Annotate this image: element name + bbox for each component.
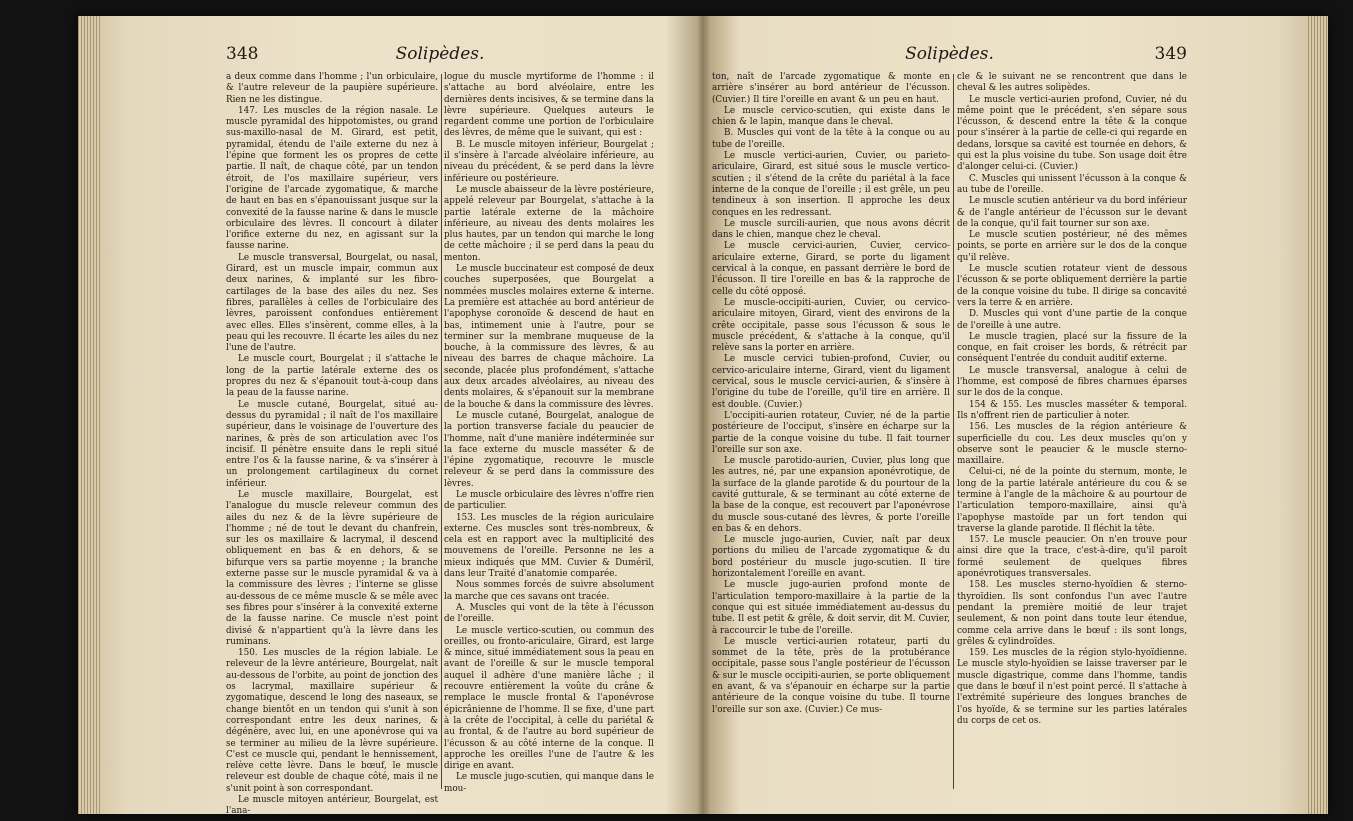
- paragraph: Le muscle mitoyen antérieur, Bourgelat, est l'ana-: [226, 795, 438, 817]
- text-column-2: [957, 72, 1187, 807]
- paragraph: 156. Les muscles de la région antérieure & superficielle du cou. Les deux muscles qu'on y observe sont le peaucier & le muscle sterno-maxillaire.: [957, 422, 1187, 467]
- paragraph: 150. Les muscles de la région labiale. Le releveur de la lèvre antérieure, Bourgelat, naît au-dessous de l'orbite, au point de jonction des os lacrymal, maxillaire supérieur & zygomatique, descend le long des naseaux, se change bientôt en un tendon qui s'unit à son correspondant entre les deux narines, & dégénère, avec lui, en une aponévrose qui va se terminer au milieu de la lèvre supérieure. C'est ce muscle qui, pendant le hennissement, relève cette lèvre. Dans le bœuf, le muscle releveur est double de chaque côté, mais il ne s'unit point à son correspondant.: [226, 648, 438, 794]
- paragraph: Le muscle vertici-aurien rotateur, parti du sommet de la tête, près de la protubérance occipitale, passe sous l'angle postérieur de l'écusson & sur le muscle occipiti-aurien, se porte obliquement en avant, & va s'épanouir en écharpe sur la partie antérieure de la conque voisine du tube. Il tourne l'oreille sur son axe. (Cuvier.) Ce mus-: [712, 636, 951, 715]
- text-column-1: [712, 72, 950, 807]
- paragraph: Le muscle cervici-aurien, Cuvier, cervico-ariculaire externe, Girard, se porte du ligament cervical à la conque, en passant derrière le bord de l'écusson. Il tire l'oreille en bas & la rapproche de celle du côté opposé.: [712, 241, 950, 297]
- paragraph: Le muscle court, Bourgelat ; il s'attache le long de la partie latérale externe des os propres du nez & s'épanouit tout-à-coup dans la peau de la fausse narine.: [226, 354, 438, 399]
- paragraph: Le muscle transversal, analogue à celui de l'homme, est composé de fibres charnues éparses sur le dos de la conque.: [957, 365, 1187, 399]
- paragraph: Le muscle cervico-scutien, qui existe dans le chien & le lapin, manque dans le cheval.: [712, 105, 950, 128]
- paragraph: Celui-ci, né de la pointe du sternum, monte, le long de la partie latérale antérieure du cou & se termine à l'angle de la mâchoire & au pourtour de l'articulation temporo-maxillaire, ainsi qu'à l'apophyse mastoïde par un fort tendon qui traverse la glande parotide. Il fléchit la tête.: [957, 467, 1187, 534]
- paragraph: Le muscle-occipiti-aurien, Cuvier, ou cervico-ariculaire mitoyen, Girard, vient des environs de la crête occipitale, passe sous l'écusson & sous le muscle précédent, & s'attache à la conque, qu'il relève sans la porter en arrière.: [712, 297, 950, 354]
- paragraph: 159. Les muscles de la région stylo-hyoïdienne. Le muscle stylo-hyoïdien se laisse traverser par le muscle digastrique, comme dans l'homme, tandis que dans le bœuf il n'est point percé. Il s'attache à l'extrémité supérieure des longues branches de l'os hyoïde, & se termine sur les parties latérales du corps de cet os.: [957, 648, 1187, 726]
- paragraph: a deux comme dans l'homme ; l'un orbiculaire, & l'autre releveur de la paupière supérieure. Rien ne les distingue.: [226, 72, 438, 105]
- left-page: [78, 16, 678, 817]
- paragraph: Le muscle scutien postérieur, né des mêmes points, se porte en arrière sur le dos de la conque qu'il relève.: [957, 230, 1187, 263]
- paragraph: cle & le suivant ne se rencontrent que dans le cheval & les autres solipèdes.: [957, 72, 1187, 94]
- paragraph: D. Muscles qui vont d'une partie de la conque de l'oreille à une autre.: [957, 309, 1187, 331]
- paragraph: 158. Les muscles sterno-hyoïdien & sterno-thyroïdien. Ils sont confondus l'un avec l'autre pendant la première moitié de leur trajet seulement, & non point dans toute leur étendue, comme cela arrive dans le bœuf : ils sont longs, grêles & cylindroïdes.: [957, 580, 1187, 647]
- paragraph: B. Muscles qui vont de la tête à la conque ou au tube de l'oreille.: [712, 128, 950, 150]
- column-divider: [441, 74, 442, 789]
- paragraph: Le muscle maxillaire, Bourgelat, est l'analogue du muscle releveur commun des ailes du nez & de la lèvre supérieure de l'homme ; né de tout le devant du chanfrein, sur les os maxillaire & lacrymal, il descend obliquement en bas & en dehors, & se bifurque vers sa partie moyenne ; la branche externe passe sur le muscle pyramidal & va à la commissure des lèvres ; l'interne se glisse au-dessous de ce même muscle & se mêle avec ses fibres pour s'insérer à la convexité externe de la fausse narine. Ce muscle n'est point divisé & n'appartient qu'à la lèvre dans les ruminans.: [226, 489, 438, 647]
- paragraph: Le muscle jugo-aurien, Cuvier, naît par deux portions du milieu de l'arcade zygomatique & du bord postérieur du muscle jugo-scutien. Il tire horizontalement l'oreille en avant.: [712, 535, 950, 580]
- page-header: [226, 44, 654, 68]
- book-spread: [78, 16, 1328, 817]
- paragraph: Le muscle cutané, Bourgelat, situé au-dessus du pyramidal ; il naît de l'os maxillaire supérieur, dans le voisinage de l'ouverture des narines, & près de son articulation avec l'os incisif. Il pénètre ensuite dans le repli situé entre l'os & la fausse narine, & va s'insérer à un prolongement cartilagineux du cornet inférieur.: [226, 399, 438, 489]
- paragraph: Le muscle tragien, placé sur la fissure de la conque, en fait croiser les bords, & rétrécit par conséquent l'entrée du conduit auditif externe.: [957, 331, 1187, 365]
- paragraph: 154 & 155. Les muscles masséter & temporal. Ils n'offrent rien de particulier à noter.: [957, 399, 1187, 421]
- paragraph: Le muscle abaisseur de la lèvre postérieure, appelé releveur par Bourgelat, s'attache à la partie latérale externe de la mâchoire inférieure, au niveau des dents molaires les plus hautes, par un tendon qui marche le long de cette mâchoire ; il se perd dans la peau du menton.: [444, 184, 654, 263]
- paragraph: L'occipiti-aurien rotateur, Cuvier, né de la partie postérieure de l'occiput, s'insère en écharpe sur la partie de la conque voisine du tube. Il fait tourner l'oreille sur son axe.: [712, 410, 950, 455]
- paragraph: logue du muscle myrtiforme de l'homme : il s'attache au bord alvéolaire, entre les dernières dents incisives, & se termine dans la lèvre supérieure. Quelques auteurs le regardent comme une portion de l'orbiculaire des lèvres, de même que le suivant, qui est :: [444, 72, 654, 139]
- text-column-2: [444, 72, 654, 807]
- paragraph: Le muscle jugo-aurien profond monte de l'articulation temporo-maxillaire à la partie de la conque qui est située immédiatement au-dessus du tube. Il est petit & grêle, & doit servir, dit M. Cuvier, à raccourcir le tube de l'oreille.: [712, 580, 950, 636]
- paragraph: Le muscle surcili-aurien, que nous avons décrit dans le chien, manque chez le cheval.: [712, 218, 950, 241]
- column-divider: [953, 74, 954, 789]
- paragraph: Le muscle cutané, Bourgelat, analogue de la portion transverse faciale du peaucier de l'homme, naît d'une manière indéterminée sur la face externe du muscle masséter & de l'épine zygomatique, recouvre le muscle releveur & se perd dans la commissure des lèvres.: [444, 410, 654, 489]
- paragraph: A. Muscles qui vont de la tête à l'écusson de l'oreille.: [444, 602, 654, 625]
- paragraph: Le muscle cervici tubien-profond, Cuvier, ou cervico-ariculaire interne, Girard, vient du ligament cervical, sous le muscle cervici-aurien, & s'insère à l'origine du tube de l'oreille, qu'il tire en arrière. Il est double. (Cuvier.): [712, 354, 950, 410]
- paragraph: Le muscle buccinateur est composé de deux couches superposées, que Bourgelat a nommées muscles molaires externe & interne. La première est attachée au bord antérieur de l'apophyse coronoïde & descend de haut en bas, intimement unie à l'autre, pour se terminer sur la membrane muqueuse de la bouche, à la commissure des lèvres, & au niveau des barres de chaque mâchoire. La seconde, placée plus profondément, s'attache aux deux arcades alvéolaires, au niveau des dents molaires, & s'épanouit sur la membrane de la bouche & dans la commissure des lèvres.: [444, 264, 654, 410]
- page-edges-right: [1306, 16, 1328, 814]
- running-title: Solipèdes.: [905, 44, 994, 64]
- paragraph: Le muscle transversal, Bourgelat, ou nasal, Girard, est un muscle impair, commun aux deux narines, & implanté sur les fibro-cartilages de la base des ailes du nez. Ses fibres, parallèles à celles de l'orbiculaire des lèvres, paroissent confondues entièrement avec elles. Elles s'insèrent, comme elles, à la peau qui les recouvre. Il écarte les ailes du nez l'une de l'autre.: [226, 252, 438, 354]
- paragraph: Le muscle scutien rotateur vient de dessous l'écusson & se porte obliquement derrière la partie de la conque voisine du tube. Il dirige sa concavité vers la terre & en arrière.: [957, 264, 1187, 308]
- paragraph: Le muscle scutien antérieur va du bord inférieur & de l'angle antérieur de l'écusson sur le devant de la conque, qu'il fait tourner sur son axe.: [957, 196, 1187, 229]
- paragraph: Le muscle vertici-aurien, Cuvier, ou parieto-ariculaire, Girard, est situé sous le muscle vertico-scutien ; il s'étend de la crête du pariétal à la face interne de la conque de l'oreille ; il est grêle, un peu tendineux à son insertion. Il approche les deux conques en les redressant.: [712, 151, 950, 218]
- paragraph: 147. Les muscles de la région nasale. Le muscle pyramidal des hippotomistes, ou grand sus-maxillo-nasal de M. Girard, est petit, pyramidal, étendu de l'aile externe du nez à l'épine que forment les os propres de cette partie. Il naît, de chaque côté, par un tendon étroit, de l'os maxillaire supérieur, vers l'origine de l'arcade zygomatique, & marche de haut en bas en s'épanouissant jusque sur la convexité de la fausse narine & dans le muscle orbiculaire des lèvres. Il concourt à dilater l'orifice externe du nez, en agissant sur la fausse narine.: [226, 105, 438, 252]
- page-number: 348: [226, 44, 259, 64]
- paragraph: Le muscle vertici-aurien profond, Cuvier, né du même point que le précédent, s'en sépare sous l'écusson, & descend entre la tête & la conque pour s'insérer à la partie de celle-ci qui regarde en dedans, lorsque sa cavité est tournée en dehors, & qui est la plus voisine du tube. Son usage doit être d'alonger celui-ci. (Cuvier.): [957, 94, 1187, 173]
- paragraph: C. Muscles qui unissent l'écusson à la conque & au tube de l'oreille.: [957, 173, 1187, 195]
- paragraph: Nous sommes forcés de suivre absolument la marche que ces savans ont tracée.: [444, 580, 654, 602]
- paragraph: ton, naît de l'arcade zygomatique & monte en arrière s'insérer au bord antérieur de l'écusson. (Cuvier.) Il tire l'oreille en avant & un peu en haut.: [712, 72, 950, 105]
- paragraph: 153. Les muscles de la région auriculaire externe. Ces muscles sont très-nombreux, & cela est en rapport avec la multiplicité des mouvemens de l'oreille. Personne ne les a mieux indiqués que MM. Cuvier & Duméril, dans leur Traité d'anatomie comparée.: [444, 512, 654, 580]
- paragraph: Le muscle parotido-aurien, Cuvier, plus long que les autres, né, par une expansion aponévrotique, de la surface de la glande parotide & du pourtour de la cavité gutturale, & se terminant au côté externe de la base de la conque, est recouvert par l'aponévrose du muscle sous-cutané des lèvres, & porte l'oreille en bas & en dehors.: [712, 456, 950, 534]
- paragraph: Le muscle vertico-scutien, ou commun des oreilles, ou fronto-ariculaire, Girard, est large & mince, situé immédiatement sous la peau en avant de l'oreille & sur le muscle temporal auquel il adhère d'une manière lâche ; il recouvre entièrement la voûte du crâne & remplace le muscle frontal & l'aponévrose épicrânienne de l'homme. Il se fixe, d'une part à la crête de l'occipital, à celle du pariétal & au frontal, & de l'autre au bord supérieur de l'écusson & au côté interne de la conque. Il approche les oreilles l'une de l'autre & les dirige en avant.: [444, 625, 654, 772]
- running-title: Solipèdes.: [395, 44, 485, 64]
- paragraph: B. Le muscle mitoyen inférieur, Bourgelat ; il s'insère à l'arcade alvéolaire inférieure, au niveau du précédent, & se perd dans la lèvre inférieure ou postérieure.: [444, 139, 654, 184]
- paragraph: 157. Le muscle peaucier. On n'en trouve pour ainsi dire que la trace, c'est-à-dire, qu'il paroît formé seulement de quelques fibres aponévrotiques transversales.: [957, 535, 1187, 580]
- page-header: [712, 44, 1187, 68]
- right-page: [692, 16, 1292, 814]
- paragraph: Le muscle jugo-scutien, qui manque dans le mou-: [444, 772, 654, 794]
- page-number: 349: [1154, 44, 1187, 64]
- paragraph: Le muscle orbiculaire des lèvres n'offre rien de particulier.: [444, 489, 654, 512]
- text-column-1: [226, 72, 438, 817]
